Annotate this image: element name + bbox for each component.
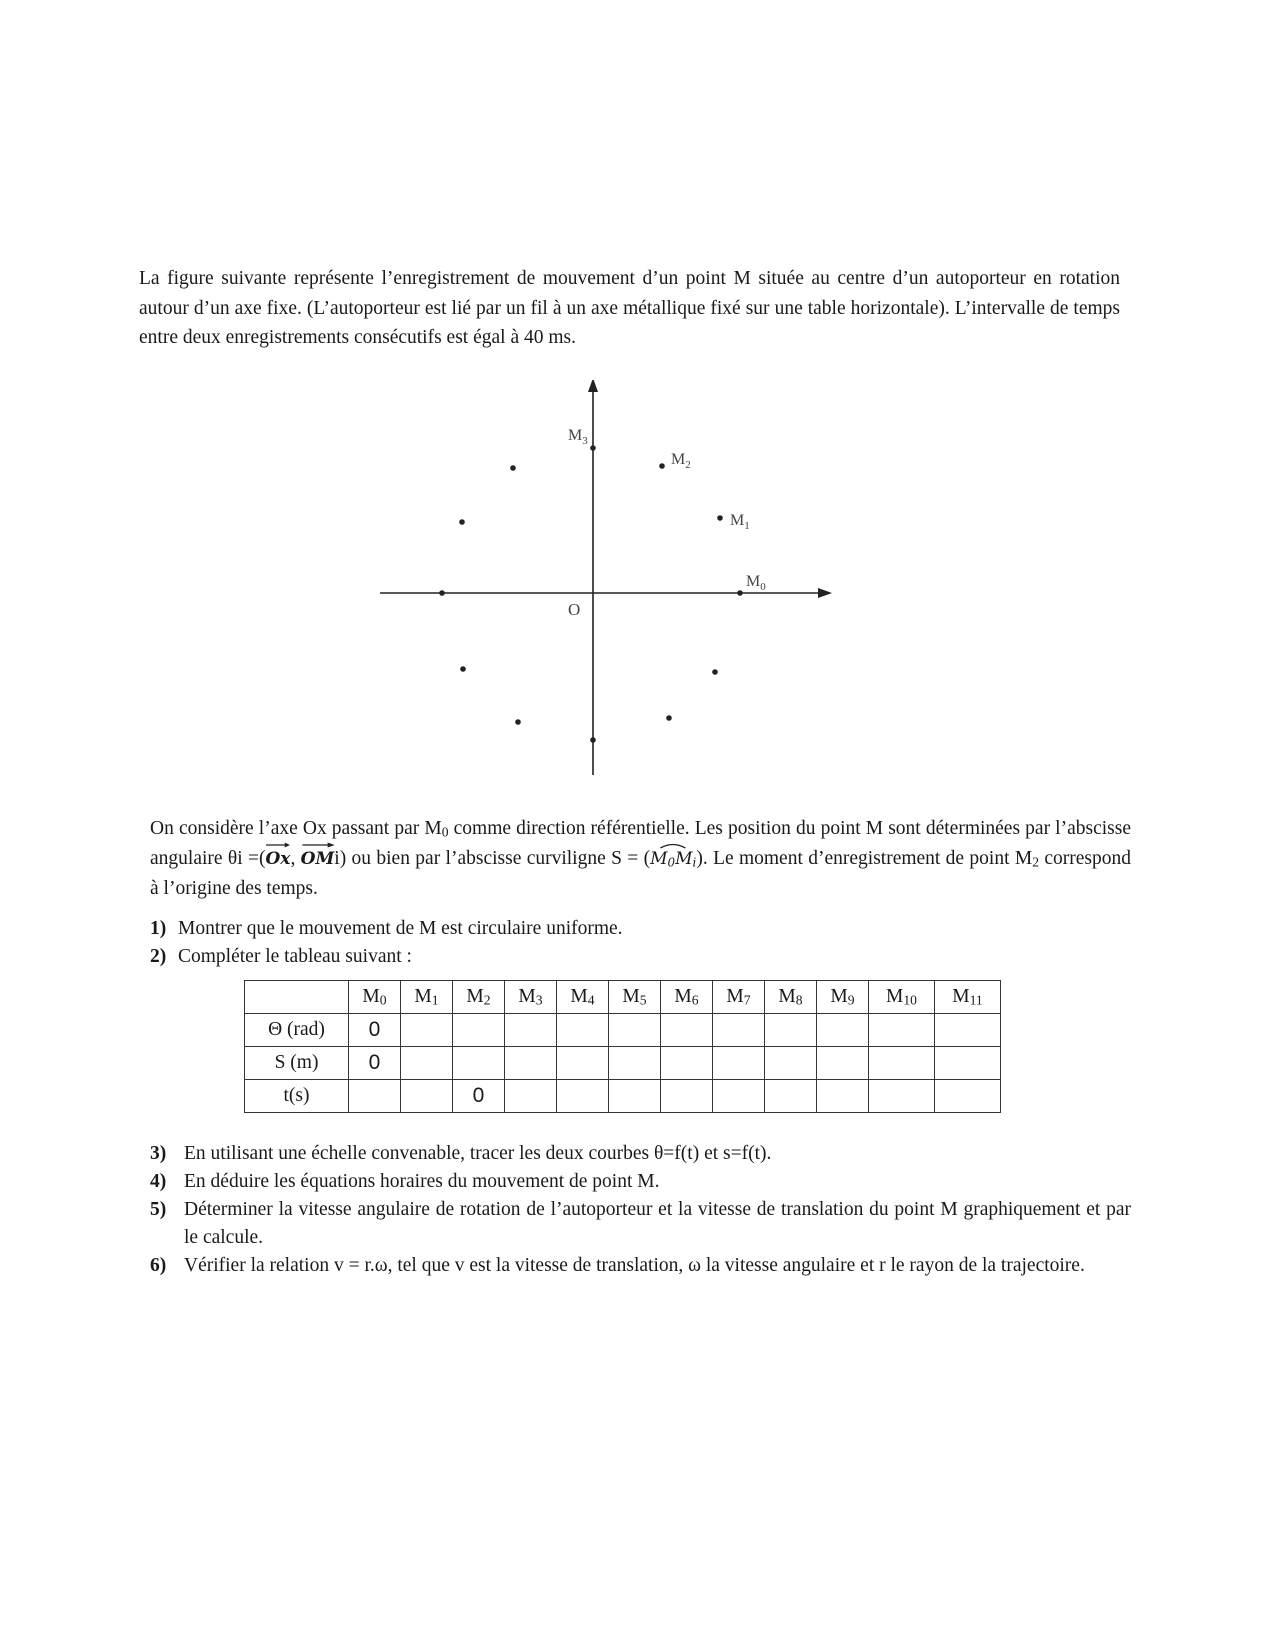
table-cell xyxy=(609,1080,661,1113)
vector-omi: OM xyxy=(301,845,335,875)
table-cell xyxy=(935,1014,1001,1047)
label-m3: $M_3$ xyxy=(568,427,588,447)
table-cell xyxy=(817,1080,869,1113)
question-item xyxy=(150,1196,1131,1252)
question-text: Compléter le tableau suivant : xyxy=(178,946,412,967)
trajectory-figure xyxy=(380,380,860,780)
table-row-s xyxy=(245,1047,1001,1080)
point-m1 xyxy=(717,515,723,521)
table-cell xyxy=(505,1047,557,1080)
table-cell xyxy=(401,1014,453,1047)
point-m10 xyxy=(666,715,672,721)
point-m8 xyxy=(515,719,521,725)
table-cell xyxy=(349,1080,401,1113)
table-cell xyxy=(557,1014,609,1047)
table-cell: 0 xyxy=(349,1014,401,1047)
table-cell xyxy=(817,1047,869,1080)
table-cell xyxy=(557,1047,609,1080)
table-header-row xyxy=(245,981,1001,1014)
point-m3 xyxy=(590,445,596,451)
question-text: Déterminer la vitesse angulaire de rotation de l’autoporteur et la vitesse de translation du point M graphiquement et par le calcule. xyxy=(184,1199,1131,1248)
table-cell: 0 xyxy=(453,1080,505,1113)
question-item xyxy=(150,943,1131,971)
table-cell xyxy=(557,1080,609,1113)
table-cell xyxy=(661,1047,713,1080)
question-text: Montrer que le mouvement de M est circulaire uniforme. xyxy=(178,918,623,939)
question-number: 3) xyxy=(150,1143,167,1164)
table-cell xyxy=(661,1080,713,1113)
table-cell xyxy=(609,1047,661,1080)
table-row-theta xyxy=(245,1014,1001,1047)
table-cell xyxy=(713,1047,765,1080)
recorded-points xyxy=(439,445,743,743)
origin-label: O xyxy=(568,600,581,619)
row-label: S (m) xyxy=(245,1047,349,1080)
table-cell: 0 xyxy=(349,1047,401,1080)
question-item xyxy=(150,1140,1131,1168)
table-cell xyxy=(609,1014,661,1047)
table-cell xyxy=(713,1014,765,1047)
table-corner-cell xyxy=(245,981,349,1014)
column-header-m11: $M_{11}$ xyxy=(935,981,1001,1014)
table-cell xyxy=(869,1080,935,1113)
row-label: Θ (rad) xyxy=(245,1014,349,1047)
point-m11 xyxy=(712,669,718,675)
table-cell xyxy=(765,1047,817,1080)
label-m2: $M_2$ xyxy=(671,451,691,471)
table-cell xyxy=(765,1014,817,1047)
column-header-m1: $M_1$ xyxy=(401,981,453,1014)
question-item xyxy=(150,1168,1131,1196)
point-m7 xyxy=(460,666,466,672)
question-item xyxy=(150,915,1131,943)
y-axis-arrowhead xyxy=(588,380,598,392)
intro-paragraph: La figure suivante représente l’enregistrement de mouvement d’un point M située au centre d’un autoporteur en rotation autour d’un axe fixe. (L’autoporteur est lié par un fil à un axe métallique fixé sur une table horizontale). L’intervalle de temps entre deux enregistrements consécutifs est égal à 40 ms. xyxy=(139,268,1120,348)
table-cell xyxy=(453,1047,505,1080)
table-row-t xyxy=(245,1080,1001,1113)
column-header-m4: $M_4$ xyxy=(557,981,609,1014)
description-paragraph: On considère l’axe Ox passant par $M_0$ comme direction référentielle. Les position du point M sont déterminées par l’abscisse angulaire θi =(Ox , OM i) ou bien par l’abscisse curviligne $S = (M_0M_i$ ). Le moment d’enregistrement de point $M_2$ correspond à l’origine des temps. xyxy=(150,818,1132,899)
question-item xyxy=(150,1252,1131,1280)
table-cell xyxy=(505,1080,557,1113)
point-m9 xyxy=(590,737,596,743)
column-header-m8: $M_8$ xyxy=(765,981,817,1014)
column-header-m7: $M_7$ xyxy=(713,981,765,1014)
question-text: En déduire les équations horaires du mouvement de point M. xyxy=(184,1171,660,1192)
question-number: 6) xyxy=(150,1255,167,1276)
point-m4 xyxy=(510,465,516,471)
question-number: 2) xyxy=(150,946,167,967)
point-m2 xyxy=(659,463,665,469)
column-header-m0: $M_0$ xyxy=(349,981,401,1014)
positions-table xyxy=(244,980,1001,1113)
table-cell xyxy=(935,1047,1001,1080)
arc-m0-mi: $M_0M_i$ xyxy=(650,845,696,875)
point-m5 xyxy=(459,519,465,525)
question-text: Vérifier la relation v = r.ω, tel que v est la vitesse de translation, ω la vitesse angulaire et r le rayon de la trajectoire. xyxy=(184,1255,1085,1276)
point-m6 xyxy=(439,590,445,596)
question-number: 1) xyxy=(150,918,167,939)
table-cell xyxy=(935,1080,1001,1113)
question-text: En utilisant une échelle convenable, tracer les deux courbes θ=f(t) et s=f(t). xyxy=(184,1143,772,1164)
table-cell xyxy=(869,1047,935,1080)
table-cell xyxy=(869,1014,935,1047)
table-cell xyxy=(453,1014,505,1047)
column-header-m10: $M_{10}$ xyxy=(869,981,935,1014)
point-m0 xyxy=(737,590,743,596)
column-header-m2: $M_2$ xyxy=(453,981,505,1014)
x-axis-arrowhead xyxy=(818,588,832,598)
table-cell xyxy=(401,1047,453,1080)
column-header-m9: $M_9$ xyxy=(817,981,869,1014)
table-cell xyxy=(661,1014,713,1047)
vector-ox: Ox xyxy=(265,845,290,875)
table-cell xyxy=(505,1014,557,1047)
table-cell xyxy=(401,1080,453,1113)
questions-1-2 xyxy=(150,915,1131,971)
table-cell xyxy=(765,1080,817,1113)
table-cell xyxy=(817,1014,869,1047)
table-cell xyxy=(713,1080,765,1113)
row-label: t(s) xyxy=(245,1080,349,1113)
column-header-m6: $M_6$ xyxy=(661,981,713,1014)
question-number: 4) xyxy=(150,1171,167,1192)
label-m1: $M_1$ xyxy=(730,512,750,532)
question-number: 5) xyxy=(150,1199,167,1220)
column-header-m5: $M_5$ xyxy=(609,981,661,1014)
column-header-m3: $M_3$ xyxy=(505,981,557,1014)
questions-3-6 xyxy=(150,1140,1131,1280)
label-m0: $M_0$ xyxy=(746,573,766,593)
